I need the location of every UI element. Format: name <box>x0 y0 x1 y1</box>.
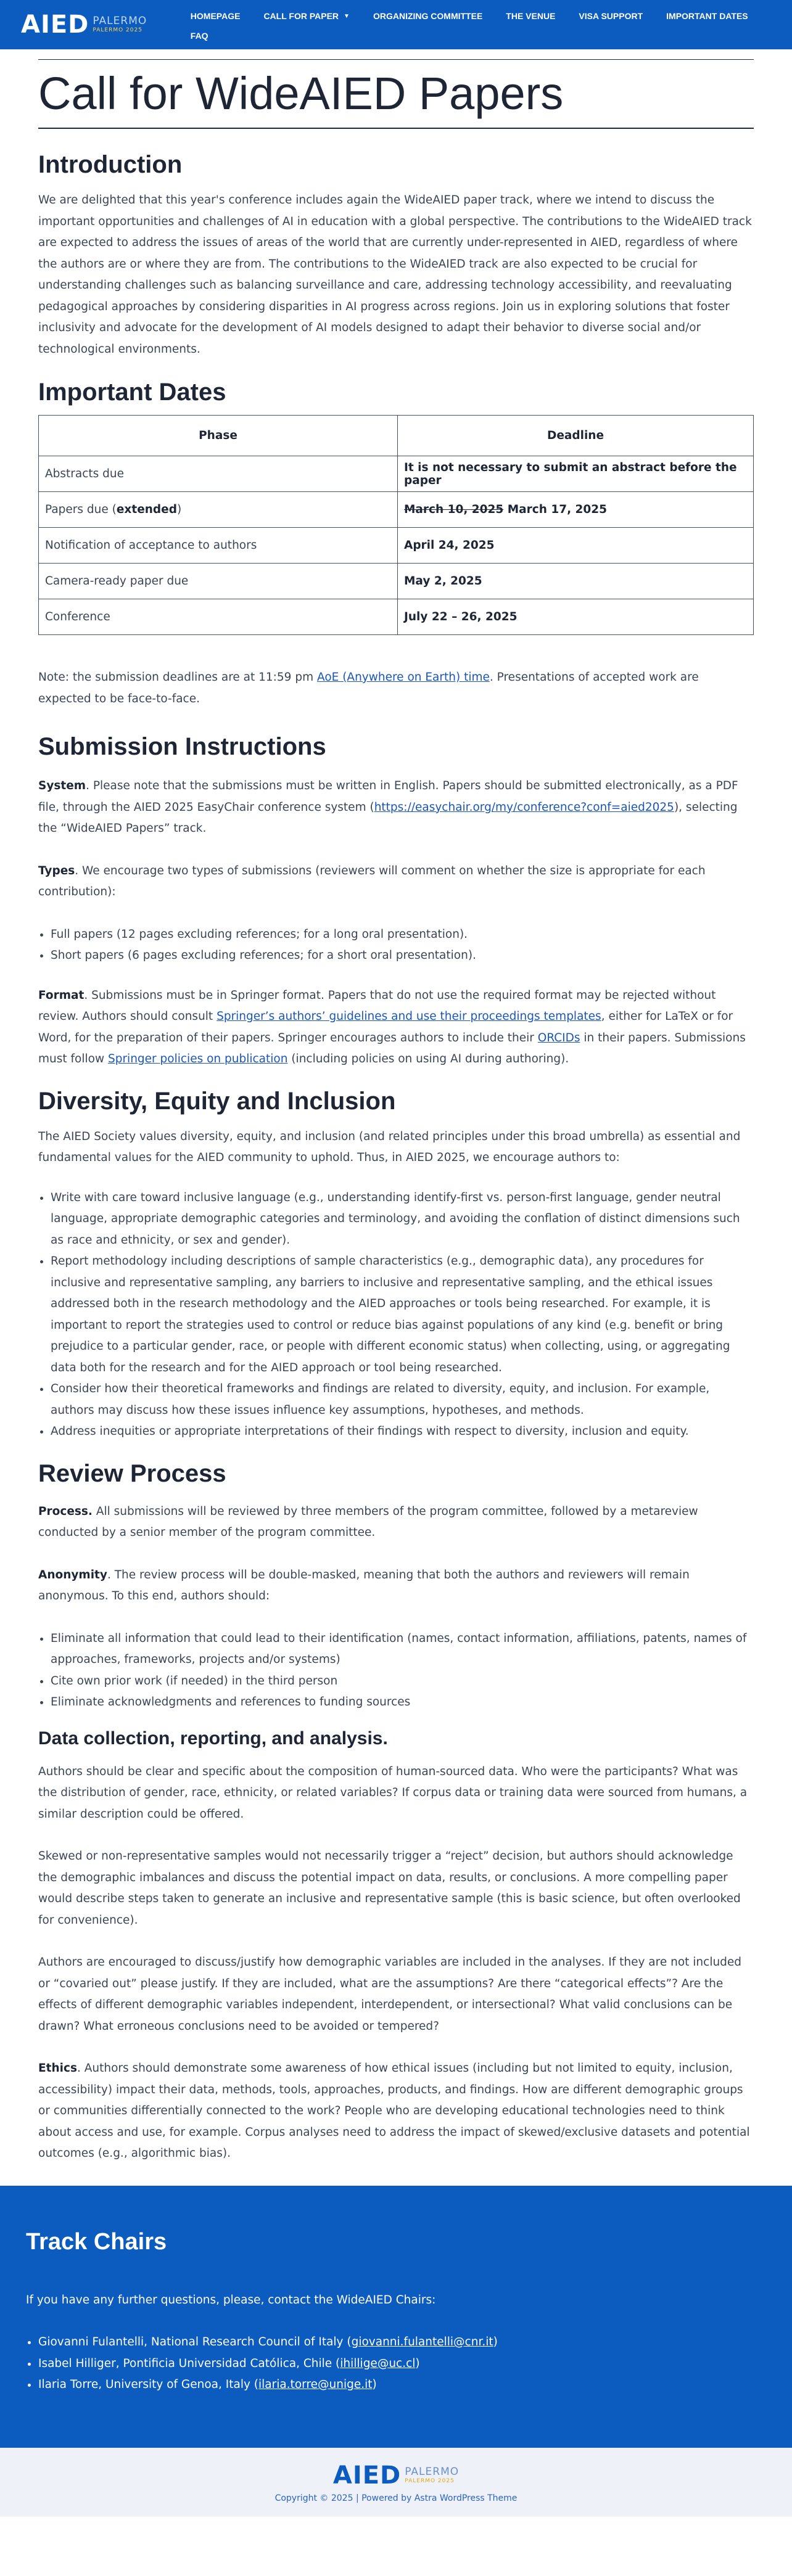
dei-list <box>38 1188 754 1443</box>
logo-tagline <box>93 15 147 34</box>
extended-label: extended <box>116 503 177 516</box>
dei-intro: The AIED Society values diversity, equity, and inclusion (and related principles under this broad umbrella) as essential and fundamental values for the AIED community to uphold. Thus, in AIED 2025, we encourage authors to: <box>38 1130 741 1164</box>
nav-item-call-for-paper[interactable]: CALL FOR PAPER ▼ <box>263 11 350 21</box>
process-label: Process. <box>38 1504 93 1518</box>
list-item: • Giovanni Fulantelli, National Research Council of Italy (giovanni.fulantelli@cnr.it) <box>38 2332 766 2353</box>
chairs-list <box>26 2332 766 2396</box>
page-title: Call for WideAIED Papers <box>38 68 564 119</box>
anonymity-list <box>38 1628 754 1713</box>
types-paragraph: Types. We encourage two types of submissions (reviewers will comment on whether the size is appropriate for each contribution): <box>38 864 706 898</box>
dates-table <box>38 415 754 635</box>
logo-text: AIED <box>21 10 89 39</box>
table-row <box>39 528 754 564</box>
submission-heading: Submission Instructions <box>38 733 326 760</box>
divider <box>38 128 754 129</box>
data-heading: Data collection, reporting, and analysis. <box>38 1728 388 1749</box>
logo-sub: PALERMO 2025 <box>405 2477 455 2484</box>
review-heading: Review Process <box>38 1459 226 1487</box>
list-item: • Eliminate acknowledgments and references to funding sources <box>51 1692 754 1713</box>
dates-heading: Important Dates <box>38 379 226 406</box>
phase-cell: Conference <box>39 599 398 635</box>
email-link[interactable]: ilaria.torre@unige.it <box>258 2378 373 2391</box>
anonymity-paragraph: Anonymity. The review process will be double-masked, meaning that both the authors and reviewers will remain anonymous. To this end, authors should: <box>38 1568 690 1602</box>
data-paragraph-1: Authors should be clear and specific about the composition of human-sourced data. Who were the participants? What was the distribution of gender, race, ethnicity, or related variables? If corpus data or training data were sourced from humans, a similar description could be offered. <box>38 1765 748 1821</box>
system-label: System <box>38 779 86 792</box>
email-link[interactable]: giovanni.fulantelli@cnr.it <box>351 2336 493 2348</box>
col-phase: Phase <box>39 416 398 456</box>
table-row <box>39 492 754 528</box>
chevron-down-icon: ▼ <box>344 12 350 20</box>
table-row <box>39 599 754 635</box>
site-footer <box>0 2448 792 2517</box>
list-item: • Full papers (12 pages excluding references; for a long oral presentation). <box>51 924 754 946</box>
phase-cell: Notification of acceptance to authors <box>39 528 398 564</box>
table-header-row <box>39 416 754 456</box>
aoe-link[interactable]: AoE (Anywhere on Earth) time <box>316 671 490 684</box>
email-link[interactable]: ihillige@uc.cl <box>340 2357 416 2370</box>
springer-policies-link[interactable]: Springer policies on publication <box>107 1052 288 1065</box>
nav-item-faq[interactable]: FAQ <box>190 31 208 41</box>
nav-item-visa-support[interactable]: VISA SUPPORT <box>579 11 643 21</box>
springer-guidelines-link[interactable]: Springer’s authors’ guidelines and use their proceedings templates <box>217 1010 601 1023</box>
list-item: • Report methodology including descriptions of sample characteristics (e.g., demographic data), any procedures for inclusive and representative sampling, any barriers to inclusive and representative sampling, and the ethical issues addressed both in the research methodology and the AIED approaches or tools being researched. For example, it is important to report the strategies used to control or reduce bias against populations of any kind (e.g. benefit or bring prejudice to a particular gender, race, or people with different economic status) when collecting, using, or aggregating data both for the research and for the AIED approach or tool being researched. <box>51 1251 754 1379</box>
new-deadline: March 17, 2025 <box>503 503 608 516</box>
easychair-link[interactable]: https://easychair.org/my/conference?conf=aied2025 <box>374 800 674 814</box>
list-item: • Consider how their theoretical frameworks and findings are related to diversity, equity, and inclusion. For example, authors may discuss how these issues influence key assumptions, hypotheses, and methods. <box>51 1379 754 1421</box>
deadline-cell: May 2, 2025 <box>398 564 754 599</box>
logo-city: PALERMO <box>93 15 147 27</box>
types-list <box>38 924 754 967</box>
deadline-cell: It is not necessary to submit an abstract before the paper <box>398 456 754 492</box>
nav-item-homepage[interactable]: HOMEPAGE <box>190 11 241 21</box>
nav-item-the-venue[interactable]: THE VENUE <box>506 11 556 21</box>
main-content <box>0 59 792 2165</box>
format-paragraph: Format. Submissions must be in Springer format. Papers that do not use the required format may be rejected without review. Authors should consult Springer’s authors’ guidelines and use their proceedings templates, either for LaTeX or for Word, for the preparation of their papers. Springer encourages authors to include their ORCIDs in their papers. Submissions must follow Springer policies on publication (including policies on using AI during authoring). <box>38 988 746 1065</box>
old-deadline: March 10, 2025 <box>404 503 504 516</box>
data-paragraph-3: Authors are encouraged to discuss/justify how demographic variables are included in the analyses. If they are not included or “covaried out” please justify. If they are included, what are the assumptions? Are there “categorical effects”? Are the effects of different demographic variables independent, interdependent, or intersectional? What valid conclusions can be drawn? What erroneous conclusions need to be avoided or tempered? <box>38 1956 742 2033</box>
process-paragraph: Process. All submissions will be reviewed by three members of the program committee, followed by a metareview conducted by a senior member of the program committee. <box>38 1504 698 1539</box>
site-logo[interactable] <box>21 9 147 40</box>
ethics-label: Ethics <box>38 2062 77 2075</box>
dei-heading: Diversity, Equity and Inclusion <box>38 1087 396 1115</box>
phase-cell: Camera-ready paper due <box>39 564 398 599</box>
logo-tagline <box>405 2466 459 2485</box>
format-label: Format <box>38 988 85 1002</box>
system-paragraph: System. Please note that the submissions must be written in English. Papers should be submitted electronically, as a PDF file, through the AIED 2025 EasyChair conference system (https://easychair.org/my/conference?conf=aied2025), selecting the “WideAIED Papers” track. <box>38 779 738 835</box>
list-item: • Ilaria Torre, University of Genoa, Italy (ilaria.torre@unige.it) <box>38 2374 766 2396</box>
site-header <box>0 0 792 49</box>
phase-cell: Papers due (extended) <box>39 492 398 528</box>
main-nav <box>191 9 792 41</box>
deadline-cell: July 22 – 26, 2025 <box>398 599 754 635</box>
orcids-link[interactable]: ORCIDs <box>537 1031 580 1044</box>
nav-item-important-dates[interactable]: IMPORTANT DATES <box>666 11 748 21</box>
logo-sub: PALERMO 2025 <box>93 27 142 33</box>
track-chairs-intro: If you have any further questions, please, contact the WideAIED Chairs: <box>26 2293 436 2307</box>
deadline-note: Note: the submission deadlines are at 11:59 pm AoE (Anywhere on Earth) time. Presentations of accepted work are expected to be face-to-face. <box>38 671 699 705</box>
list-item: • Isabel Hilliger, Pontificia Universidad Católica, Chile (ihillige@uc.cl) <box>38 2353 766 2375</box>
list-item: • Cite own prior work (if needed) in the third person <box>51 1671 754 1692</box>
footer-logo[interactable] <box>333 2461 459 2490</box>
logo-city: PALERMO <box>405 2465 460 2478</box>
logo-text: AIED <box>332 2461 402 2490</box>
intro-text: We are delighted that this year's conference includes again the WideAIED paper track, where we intend to discuss the important opportunities and challenges of AI in education with a global perspective. The contributions to the WideAIED track are expected to address the issues of areas of the world that are currently under-represented in AIED, regardless of where the authors are or where they are from. The contributions to the WideAIED track are also expected to be crucial for understanding challenges such as balancing surveillance and care, addressing technology accessibility, and reevaluating pedagogical approaches by considering disparities in AI progress across regions. Join us in exploring solutions that foster inclusivity and advocate for the development of AI models designed to adapt their behavior to diverse social and/or technological environments. <box>38 194 752 356</box>
list-item: • Write with care toward inclusive language (e.g., understanding identify-first vs. person-first language, gender neutral language, appropriate demographic categories and terminology, and avoiding the conflation of distinct dimensions such as race and ethnicity, or sex and gender). <box>51 1188 754 1252</box>
col-deadline: Deadline <box>398 416 754 456</box>
ethics-paragraph: Ethics. Authors should demonstrate some awareness of how ethical issues (including but not limited to equity, inclusion, accessibility) impact their data, methods, tools, approaches, products, and findings. How are different demographic groups or communities differentially connected to the work? People who are developing educational technologies need to think about access and use, for example. Corpus analyses need to address the impact of skewed/exclusive datasets and potential outcomes (e.g., algorithmic bias). <box>38 2062 750 2160</box>
track-chairs-section <box>0 2186 792 2448</box>
deadline-cell <box>398 492 754 528</box>
list-item: • Address inequities or appropriate interpretations of their findings with respect to diversity, inclusion and equity. <box>51 1421 754 1443</box>
intro-heading: Introduction <box>38 151 183 178</box>
types-label: Types <box>38 864 75 877</box>
table-row <box>39 456 754 492</box>
list-item: • Eliminate all information that could lead to their identification (names, contact information, affiliations, patents, names of approaches, frameworks, projects and/or systems) <box>51 1628 754 1671</box>
copyright: Copyright © 2025 | Powered by Astra WordPress Theme <box>274 2493 518 2503</box>
phase-cell: Abstracts due <box>39 456 398 492</box>
track-chairs-heading: Track Chairs <box>26 2228 167 2255</box>
nav-item-organizing-committee[interactable]: ORGANIZING COMMITTEE <box>373 11 483 21</box>
anonymity-label: Anonymity <box>38 1568 107 1581</box>
deadline-cell: April 24, 2025 <box>398 528 754 564</box>
list-item: • Short papers (6 pages excluding references; for a short oral presentation). <box>51 945 754 967</box>
data-paragraph-2: Skewed or non-representative samples would not necessarily trigger a “reject” decision, but authors should acknowledge the demographic imbalances and discuss the potential impact on data, results, or conclusions. A more compelling paper would describe steps taken to generate an inclusive and representative sample (this is basic science, but often overlooked for convenience). <box>38 1850 741 1927</box>
table-row <box>39 564 754 599</box>
